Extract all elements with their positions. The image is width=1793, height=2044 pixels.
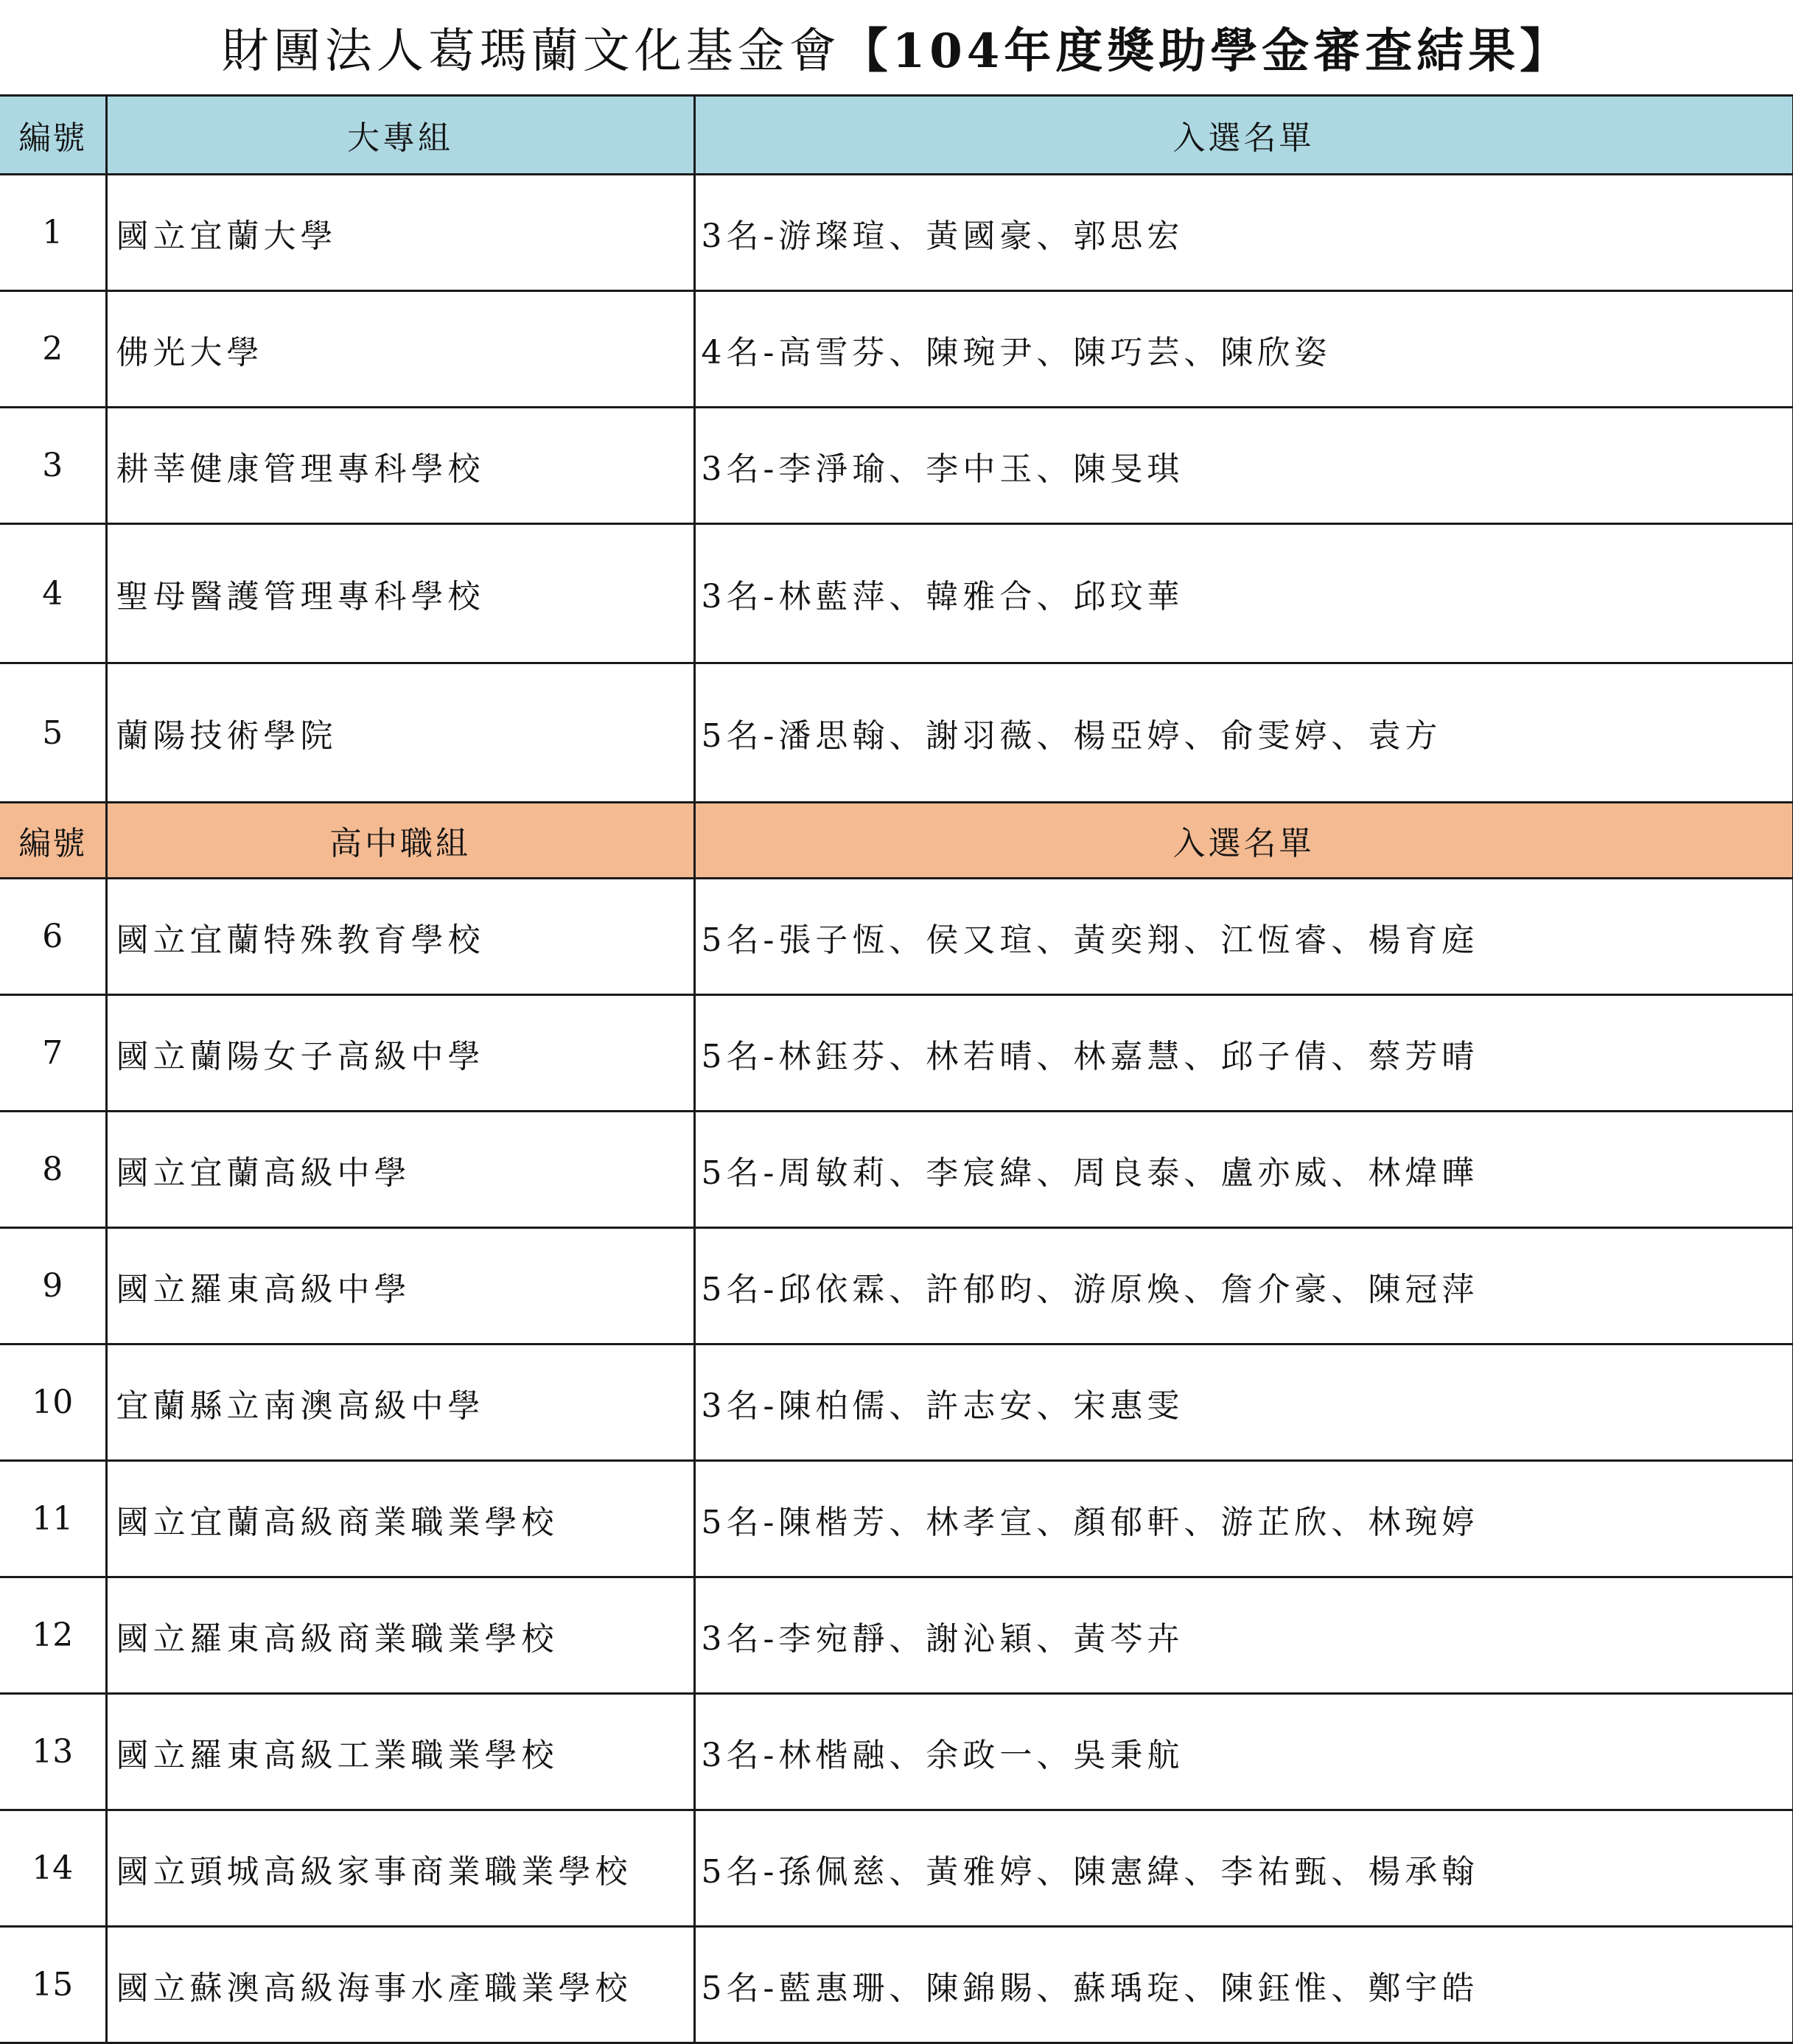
- table-row: [0, 524, 1793, 663]
- row-number: 9: [0, 1228, 106, 1344]
- high-school-header-group: 高中職組: [106, 803, 694, 879]
- row-school: 國立羅東高級中學: [106, 1228, 694, 1344]
- results-table: [0, 94, 1793, 2044]
- table-row: [0, 175, 1793, 291]
- title-main: 【104年度獎助學金審查結果】: [840, 24, 1572, 79]
- row-school: 宜蘭縣立南澳高級中學: [106, 1344, 694, 1461]
- row-school: 國立蘇澳高級海事水產職業學校: [106, 1927, 694, 2043]
- table-row: [0, 1927, 1793, 2043]
- row-number: 15: [0, 1927, 106, 2043]
- row-selected: 5名-周敏莉、李宸緯、周良泰、盧亦威、林煒曄: [694, 1112, 1793, 1228]
- college-header-row: [0, 96, 1793, 175]
- row-school: 國立羅東高級商業職業學校: [106, 1577, 694, 1694]
- table-row: [0, 1461, 1793, 1577]
- high-school-header-list: 入選名單: [694, 803, 1793, 879]
- row-selected: 5名-孫佩慈、黃雅婷、陳憲緯、李祐甄、楊承翰: [694, 1810, 1793, 1927]
- row-selected: 3名-林藍萍、韓雅合、邱玟華: [694, 524, 1793, 663]
- row-school: 國立宜蘭大學: [106, 175, 694, 291]
- page-title: [0, 0, 1793, 94]
- row-school: 聖母醫護管理專科學校: [106, 524, 694, 663]
- row-selected: 5名-藍惠珊、陳錦賜、蘇瑀琁、陳鈺惟、鄭宇皓: [694, 1927, 1793, 2043]
- row-school: 國立頭城高級家事商業職業學校: [106, 1810, 694, 1927]
- row-school: 國立羅東高級工業職業學校: [106, 1694, 694, 1810]
- row-number: 5: [0, 663, 106, 803]
- table-row: [0, 1228, 1793, 1344]
- table-row: [0, 408, 1793, 524]
- row-selected: 5名-邱依霖、許郁昀、游原煥、詹介豪、陳冠萍: [694, 1228, 1793, 1344]
- row-number: 4: [0, 524, 106, 663]
- table-row: [0, 291, 1793, 408]
- college-header-group: 大專組: [106, 96, 694, 175]
- row-school: 佛光大學: [106, 291, 694, 408]
- high-school-header-number: 編號: [0, 803, 106, 879]
- row-selected: 5名-潘思翰、謝羽薇、楊亞婷、俞雯婷、袁方: [694, 663, 1793, 803]
- high-school-header-row: [0, 803, 1793, 879]
- row-number: 12: [0, 1577, 106, 1694]
- row-number: 6: [0, 879, 106, 995]
- row-selected: 5名-陳楷芳、林孝宣、顏郁軒、游芷欣、林琬婷: [694, 1461, 1793, 1577]
- row-selected: 3名-林楷融、余政一、吳秉航: [694, 1694, 1793, 1810]
- table-row: [0, 663, 1793, 803]
- row-selected: 3名-游璨瑄、黃國豪、郭思宏: [694, 175, 1793, 291]
- row-selected: 3名-李宛靜、謝沁穎、黃芩卉: [694, 1577, 1793, 1694]
- row-selected: 5名-張子恆、侯又瑄、黃奕翔、江恆睿、楊育庭: [694, 879, 1793, 995]
- row-school: 國立宜蘭特殊教育學校: [106, 879, 694, 995]
- table-row: [0, 1112, 1793, 1228]
- table-row: [0, 1810, 1793, 1927]
- row-number: 13: [0, 1694, 106, 1810]
- row-number: 1: [0, 175, 106, 291]
- row-school: 耕莘健康管理專科學校: [106, 408, 694, 524]
- row-selected: 3名-李淨瑜、李中玉、陳旻琪: [694, 408, 1793, 524]
- row-school: 國立宜蘭高級商業職業學校: [106, 1461, 694, 1577]
- title-prefix: 財團法人葛瑪蘭文化基金會: [221, 24, 841, 79]
- row-selected: 4名-高雪芬、陳琬尹、陳巧芸、陳欣姿: [694, 291, 1793, 408]
- row-number: 10: [0, 1344, 106, 1461]
- row-number: 7: [0, 995, 106, 1112]
- row-school: 國立蘭陽女子高級中學: [106, 995, 694, 1112]
- row-number: 3: [0, 408, 106, 524]
- row-selected: 3名-陳柏儒、許志安、宋惠雯: [694, 1344, 1793, 1461]
- table-row: [0, 1344, 1793, 1461]
- college-header-number: 編號: [0, 96, 106, 175]
- table-row: [0, 879, 1793, 995]
- row-selected: 5名-林鈺芬、林若晴、林嘉慧、邱子倩、蔡芳晴: [694, 995, 1793, 1112]
- table-row: [0, 1694, 1793, 1810]
- row-school: 國立宜蘭高級中學: [106, 1112, 694, 1228]
- row-school: 蘭陽技術學院: [106, 663, 694, 803]
- table-row: [0, 1577, 1793, 1694]
- row-number: 14: [0, 1810, 106, 1927]
- college-header-list: 入選名單: [694, 96, 1793, 175]
- row-number: 2: [0, 291, 106, 408]
- row-number: 8: [0, 1112, 106, 1228]
- table-row: [0, 995, 1793, 1112]
- row-number: 11: [0, 1461, 106, 1577]
